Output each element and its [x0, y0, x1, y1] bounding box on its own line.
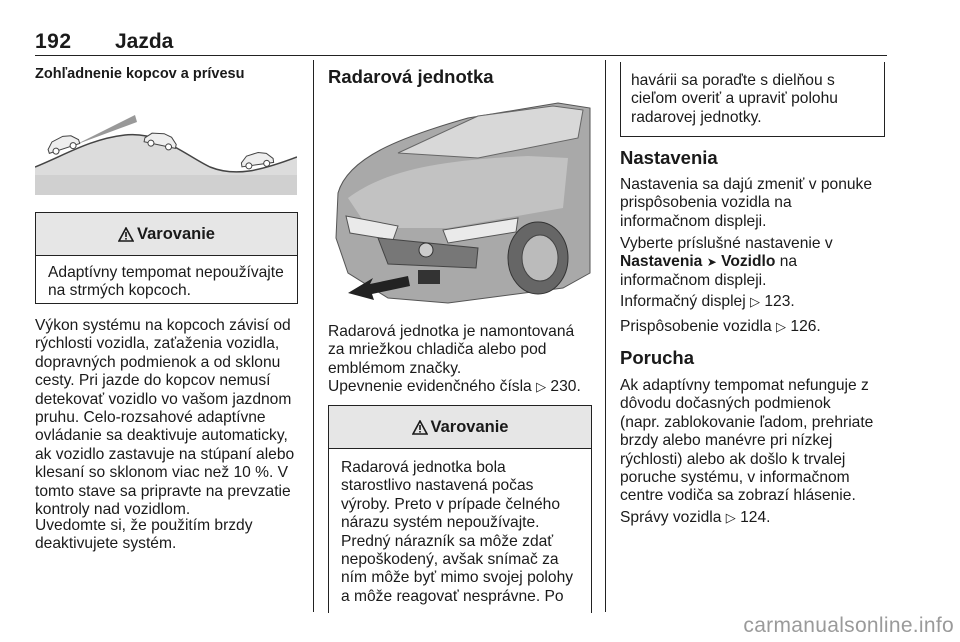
- warning-text-line: nepoškodený, avšak snímač za: [341, 551, 559, 569]
- page-number: 192: [35, 30, 72, 53]
- reference-vehicle-messages: [620, 509, 770, 527]
- warning-text-line: Radarová jednotka bola: [341, 459, 506, 476]
- warning-text-line: a môže reagovať nesprávne. Po: [341, 587, 564, 605]
- page-reference-link[interactable]: 230.: [550, 378, 581, 395]
- cars-on-hill-illustration: [35, 95, 297, 195]
- warning-text-line: na strmých kopcoch.: [48, 282, 192, 300]
- text-line: informačnom displeji.: [620, 271, 767, 289]
- text-line: Výkon systému na kopcoch závisí od: [35, 317, 291, 334]
- text-span: Upevnenie evidenčného čísla: [328, 378, 532, 395]
- text-line: tomto stave sa pripravte na prevzatie: [35, 482, 291, 500]
- text-line: emblémom značky.: [328, 359, 462, 377]
- text-line: poruche systému, v informačnom: [620, 469, 850, 487]
- text-line: klesaní so sklonom viac než 10 %. V: [35, 464, 289, 482]
- settings-paragraph-1: [620, 176, 890, 231]
- page-reference-icon: ▷: [750, 294, 761, 309]
- text-line: informačnom displeji.: [620, 212, 767, 230]
- page-reference-icon: ▷: [776, 319, 787, 334]
- page-reference-link[interactable]: 124.: [740, 509, 771, 526]
- arrow-right-icon: ➤: [706, 255, 717, 270]
- text-line: centre vodiča sa zobrazí hlásenie.: [620, 487, 856, 505]
- text-line: dôvodu dočasných podmienok: [620, 395, 831, 413]
- warning-box-radar-continued: [620, 62, 885, 137]
- car-front-radar-illustration: [328, 98, 593, 308]
- watermark: carmanualsonline.info: [743, 614, 954, 637]
- section-heading-hills: Zohľadnenie kopcov a prívesu: [35, 66, 245, 82]
- warning-header: [36, 213, 297, 256]
- radar-sensor: [418, 270, 440, 284]
- text-line: za mriežkou chladiča alebo pod: [328, 341, 547, 359]
- radar-paragraph-2: [328, 378, 581, 396]
- page-reference-link[interactable]: 126.: [790, 318, 821, 335]
- text-span: Informačný displej: [620, 293, 746, 310]
- warning-text-line: starostlivo nastavená počas: [341, 477, 534, 495]
- text-line: Ak adaptívny tempomat nefunguje z: [620, 377, 869, 394]
- header-rule: [35, 55, 887, 56]
- text-line: pruhu. Celo-rozsahové adaptívne: [35, 409, 266, 427]
- page-reference-icon: ▷: [536, 379, 547, 394]
- section-heading-radar: Radarová jednotka: [328, 66, 494, 87]
- radar-paragraph-1: [328, 323, 598, 378]
- column-divider-2: [605, 60, 606, 612]
- column-divider-1: [313, 60, 314, 612]
- reference-info-display: [620, 293, 795, 311]
- text-line: cesty. Pri jazde do kopcov nemusí: [35, 372, 271, 390]
- text-span: Prispôsobenie vozidla: [620, 318, 772, 335]
- page-reference-link[interactable]: 123.: [764, 293, 795, 310]
- text-line: brzdy alebo manévre pri nízkej: [620, 432, 833, 450]
- text-line: (napr. zablokovanie ľadom, prehriate: [620, 413, 874, 431]
- warning-title: Varovanie: [137, 224, 215, 243]
- warning-title: Varovanie: [430, 417, 509, 436]
- brand-emblem: [419, 243, 433, 257]
- text-line: Uvedomte si, že použitím brzdy: [35, 517, 253, 534]
- text-line: rýchlosti vozidla, zaťaženia vozidla,: [35, 335, 280, 353]
- warning-text-line: Adaptívny tempomat nepoužívajte: [48, 264, 284, 281]
- text-line: kontroly nad vozidlom.: [35, 501, 191, 519]
- section-heading-fault: Porucha: [620, 347, 695, 368]
- menu-path-line: [620, 253, 890, 271]
- warning-header: [329, 406, 591, 449]
- text-line: ak vozidlo zastavuje na stúpaní alebo: [35, 445, 295, 463]
- text-line: Nastavenia sa dajú zmeniť v ponuke: [620, 176, 873, 193]
- fault-paragraph-1: [620, 377, 895, 506]
- text-span: na: [779, 253, 798, 271]
- warning-triangle-icon: [118, 227, 134, 242]
- text-span: Správy vozidla: [620, 509, 722, 526]
- text-line: Radarová jednotka je namontovaná: [328, 323, 575, 340]
- text-line: detekovať vozidlo vo vašom jazdnom: [35, 390, 292, 408]
- section-heading-settings: Nastavenia: [620, 147, 718, 168]
- menu-path-vehicle: Vozidlo: [721, 253, 776, 271]
- hills-paragraph-2: [35, 517, 305, 554]
- warning-text-line: ním môže byť mimo svojej polohy: [341, 569, 574, 587]
- warning-text-line: nárazu systém nepoužívajte.: [341, 514, 540, 532]
- text-line: deaktivujete systém.: [35, 535, 177, 553]
- hills-paragraph-1: [35, 317, 305, 519]
- menu-path-settings: Nastavenia: [620, 253, 703, 271]
- text-line: dopravných podmienok a od sklonu: [35, 353, 281, 371]
- warning-text-line: Predný nárazník sa môže zdať: [341, 532, 554, 550]
- text-line: prispôsobenia vozidla na: [620, 194, 792, 212]
- warning-text-line: havárii sa poraďte s dielňou s: [631, 72, 835, 89]
- text-line: ovládanie sa deaktivuje automaticky,: [35, 427, 288, 445]
- warning-text-line: radarovej jednotky.: [631, 108, 762, 126]
- warning-text-line: výroby. Preto v prípade čelného: [341, 495, 561, 513]
- page-title: Jazda: [115, 30, 174, 53]
- reference-vehicle-personalisation: [620, 318, 821, 336]
- text-line: rýchlosti) alebo ak došlo k trvalej: [620, 450, 846, 468]
- warning-text-line: cieľom overiť a upraviť polohu: [631, 90, 838, 108]
- text-line: Vyberte príslušné nastavenie v: [620, 235, 833, 252]
- warning-triangle-icon: [412, 420, 428, 435]
- warning-box-hills: [35, 212, 298, 304]
- page-reference-icon: ▷: [725, 510, 736, 525]
- warning-box-radar: [328, 405, 592, 613]
- settings-paragraph-2: [620, 235, 890, 290]
